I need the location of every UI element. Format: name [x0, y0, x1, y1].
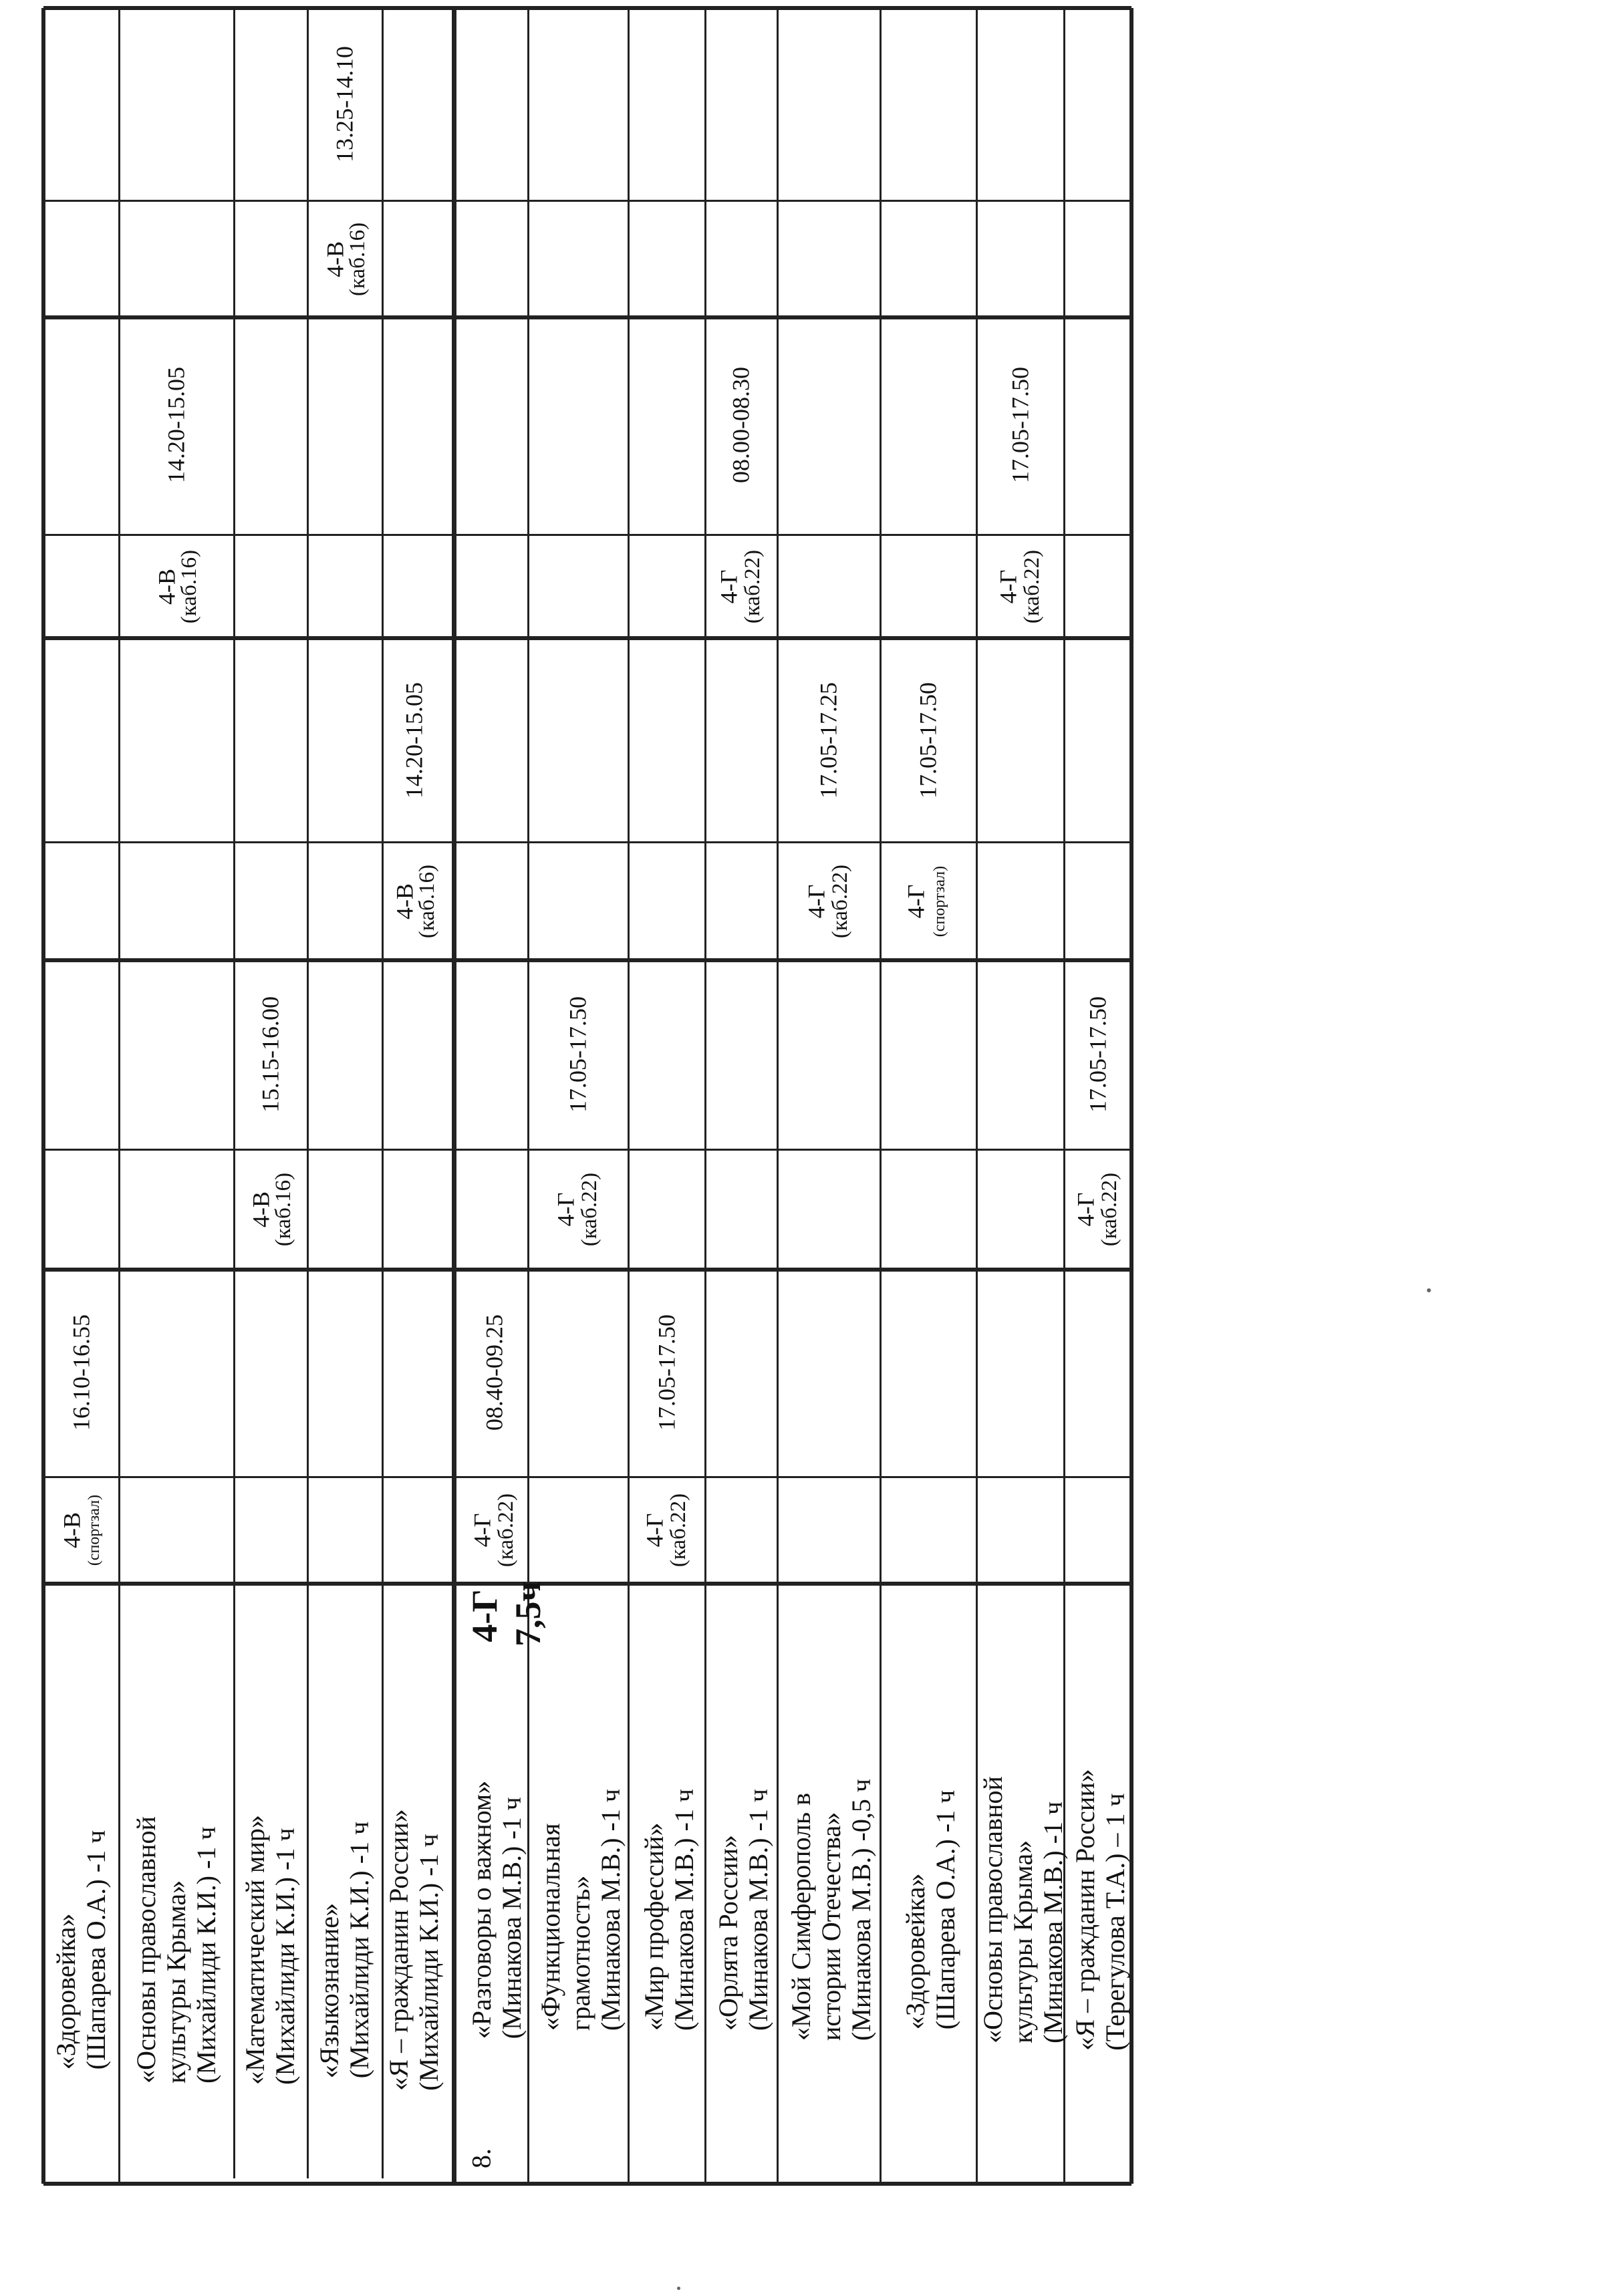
room-label: (каб.22) [494, 1493, 519, 1568]
grid-line-horizontal [43, 1149, 1131, 1151]
activity-line: «Основы православной [977, 1775, 1008, 2043]
time-slot: 13.25-14.10 [331, 46, 358, 162]
activity-line: «Здоровейка» [900, 1872, 931, 2029]
class-label: 4-Г [468, 1513, 496, 1548]
activity-line: (Минакова М.В.) -1 ч [595, 1788, 626, 2031]
class-label: 4-Г [715, 569, 743, 603]
activity-line: (Шапарева О.А.) -1 ч [930, 1789, 960, 2029]
activity-name [467, 1780, 527, 2038]
activity-line: «Орлята России» [713, 1834, 744, 2031]
room-label: (каб.22) [1019, 549, 1044, 623]
room-label: (каб.16) [346, 222, 370, 296]
activity-name [714, 1789, 774, 2031]
time-slot: 08.40-09.25 [481, 1314, 508, 1431]
activity-line: истории Отечества» [815, 1812, 846, 2041]
grid-line-horizontal [43, 841, 1131, 843]
room-label: (каб.16) [271, 1172, 296, 1247]
time-slot: 14.20-15.05 [400, 682, 428, 799]
grid-line-vertical [704, 8, 706, 2184]
class-label: 4-В [58, 1512, 86, 1548]
group-label: 4-Г [464, 1589, 505, 1642]
activity-line: (Михайлиди К.И.) -1 ч [414, 1833, 444, 2091]
activity-name [1071, 1769, 1131, 2050]
activity-line: «Математический мир» [240, 1814, 271, 2085]
grid-line-vertical [880, 8, 882, 2184]
class-label: 4-Г [552, 1192, 579, 1227]
day-block-divider [43, 1582, 1131, 1586]
time-slot: 15.15-16.00 [257, 996, 284, 1113]
activity-name [241, 1815, 301, 2085]
time-slot: 14.20-15.05 [162, 367, 190, 483]
activity-line: грамотность» [565, 1875, 595, 2031]
room-label: (каб.16) [415, 864, 440, 938]
activity-name [978, 1776, 1067, 2043]
grid-line-horizontal [43, 534, 1131, 536]
day-block-divider [43, 6, 1131, 10]
day-block-divider [43, 958, 1131, 962]
section-number: 8. [466, 2148, 497, 2168]
activity-line: (Минакова М.В.) -1 ч [743, 1788, 773, 2031]
activity-line: (Минакова М.В.) -1 ч [668, 1788, 699, 2031]
class-label: 4-Г [902, 884, 930, 918]
activity-name [901, 1789, 961, 2029]
room-label: (каб.22) [1097, 1172, 1121, 1247]
class-label: 4-Г [1072, 1192, 1099, 1227]
class-label: 4-Г [803, 884, 830, 918]
room-label: (каб.22) [741, 549, 765, 623]
grid-line-vertical [233, 8, 235, 2178]
day-block-divider [43, 315, 1131, 319]
activity-line: «Основы православной [130, 1816, 161, 2084]
activity-line: «Я – гражданин России» [384, 1808, 414, 2091]
activity-line: культуры Крыма» [1007, 1840, 1038, 2043]
time-slot: 17.05-17.50 [1007, 367, 1034, 483]
day-block-divider [43, 1268, 1131, 1272]
time-slot: 17.05-17.50 [1084, 996, 1111, 1113]
section-divider [452, 8, 456, 2184]
room-label: (каб.22) [577, 1172, 602, 1247]
scan-speck [1427, 1288, 1431, 1292]
grid-line-vertical [307, 8, 309, 2178]
activity-line: культуры Крыма» [160, 1880, 191, 2084]
time-slot: 08.00-08.30 [727, 367, 755, 483]
class-label: 4-Г [994, 569, 1022, 603]
class-label: 4-Г [641, 1513, 668, 1548]
class-label: 4-В [321, 241, 349, 277]
time-slot: 17.05-17.50 [914, 682, 942, 799]
time-slot: 17.05-17.50 [564, 996, 591, 1113]
class-label: 4-В [153, 568, 180, 605]
group-hours: 7,5ч [508, 1581, 548, 1646]
activity-line: (Терегулова Т.А.) – 1 ч [1099, 1792, 1130, 2051]
activity-line: (Михайлиди К.И.) -1 ч [190, 1826, 221, 2084]
activity-line: (Минакова М.В.) -0,5 ч [845, 1778, 876, 2041]
activity-line: (Минакова М.В.) -1 ч [1037, 1801, 1067, 2043]
activity-line: (Михайлиди К.И.) -1 ч [344, 1821, 374, 2078]
grid-line-vertical [777, 8, 779, 2184]
grid-line-vertical [628, 8, 630, 2184]
time-slot: 17.05-17.50 [653, 1314, 680, 1431]
grid-line-horizontal [43, 200, 1131, 202]
activity-name [536, 1789, 626, 2031]
room-label: (спортзал) [85, 1494, 103, 1566]
day-block-divider [43, 636, 1131, 640]
table-border [41, 8, 45, 2184]
activity-name [51, 1830, 112, 2069]
activity-line: «Функциональная [535, 1822, 565, 2031]
table-border [43, 2182, 1131, 2186]
activity-line: «Языкознание» [314, 1902, 345, 2078]
scan-speck [677, 2287, 680, 2290]
activity-name [132, 1816, 221, 2084]
grid-line-vertical [527, 8, 529, 2184]
activity-line: (Шапарева О.А.) -1 ч [80, 1830, 111, 2069]
room-label: (каб.22) [666, 1493, 690, 1568]
room-label: (спортзал) [931, 865, 949, 937]
grid-line-vertical [382, 8, 384, 2178]
activity-name [640, 1789, 700, 2031]
activity-line: «Мой Симферополь в [785, 1792, 816, 2041]
activity-name [315, 1821, 375, 2077]
class-label: 4-В [247, 1191, 275, 1228]
time-slot: 17.05-17.25 [815, 682, 842, 799]
activity-line: «Здоровейка» [50, 1912, 81, 2069]
activity-line: «Я – гражданин России» [1069, 1768, 1100, 2051]
time-slot: 16.10-16.55 [68, 1314, 95, 1431]
activity-line: (Минакова М.В.) -1 ч [497, 1796, 527, 2039]
class-label: 4-В [391, 883, 418, 919]
grid-line-vertical [118, 1587, 120, 2184]
grid-line-horizontal [43, 1476, 1131, 1478]
room-label: (каб.16) [177, 549, 202, 623]
activity-line: «Разговоры о важном» [466, 1780, 497, 2039]
room-label: (каб.22) [828, 864, 853, 938]
activity-name [384, 1809, 444, 2090]
activity-name [787, 1779, 876, 2041]
activity-line: (Михайлиди К.И.) -1 ч [270, 1828, 300, 2085]
activity-line: «Мир профессий» [638, 1822, 669, 2031]
